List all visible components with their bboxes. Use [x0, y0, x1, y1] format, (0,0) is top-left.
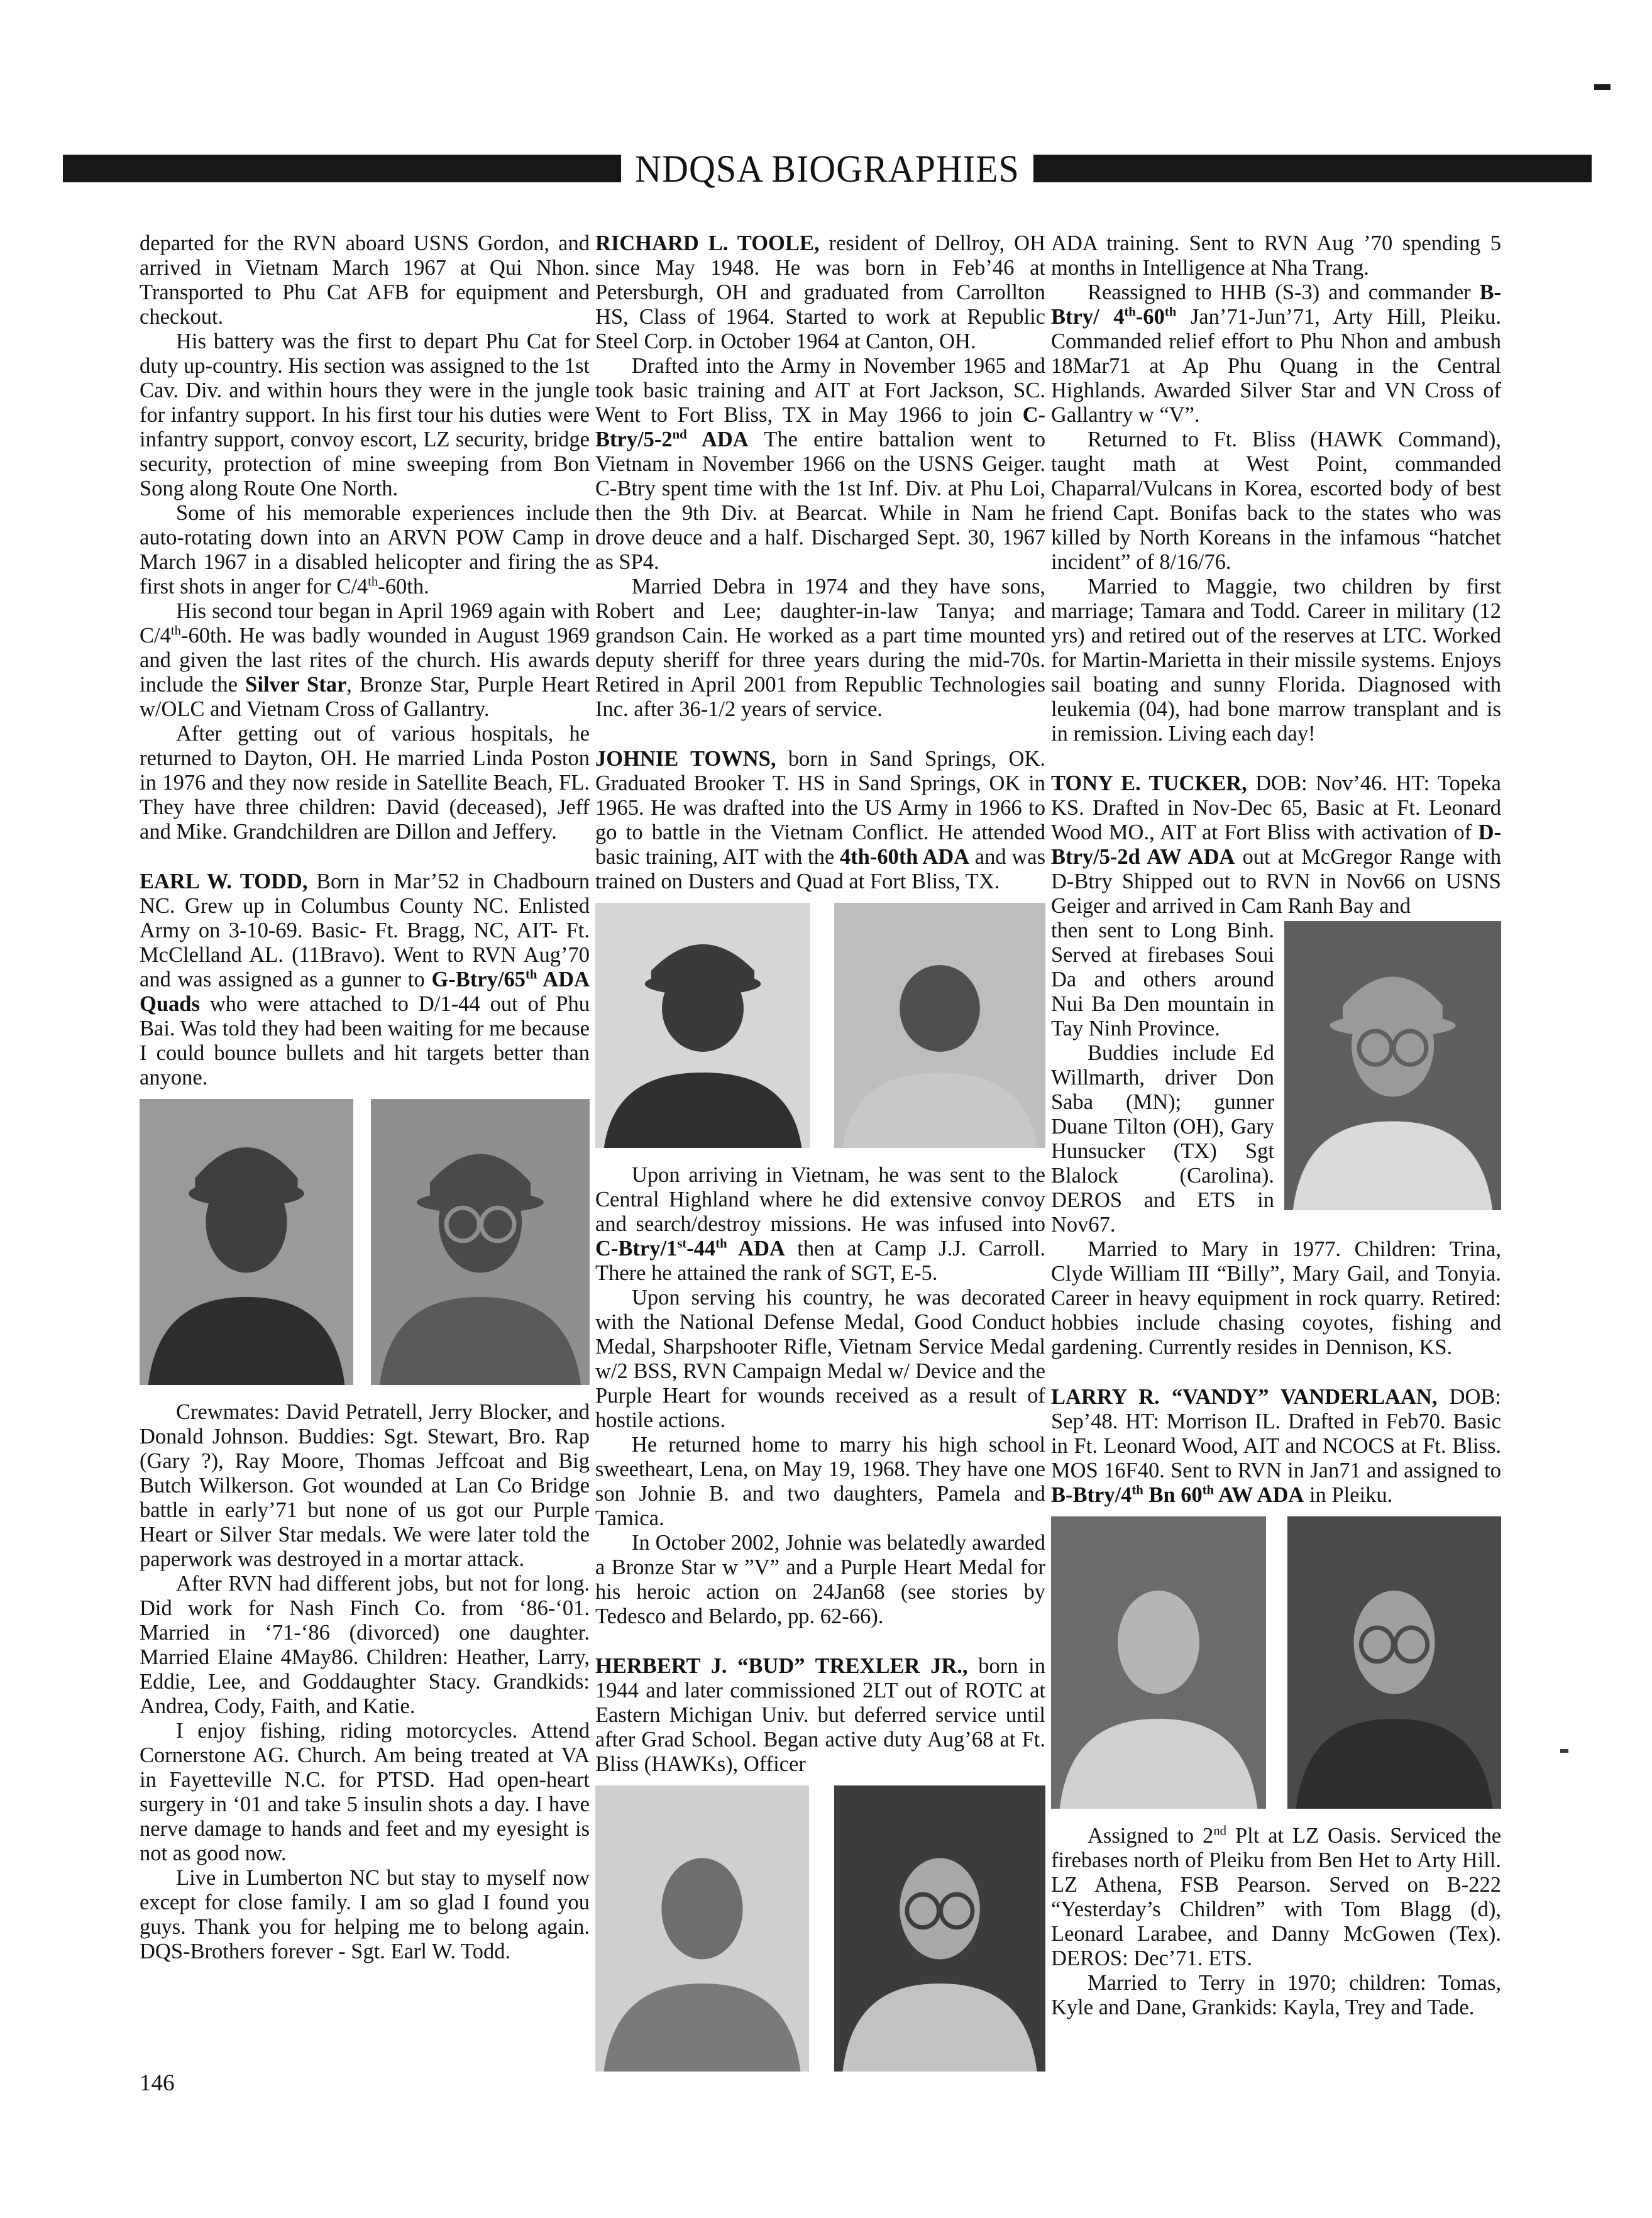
text-segment: The entire battalion went to Vietnam in November 1966 on the USNS Geiger. C-Btry spent time with the 1st Inf. Div. at Phu Loi, then the 9th Div. at Bearcat. While in Nam he drove deuce and a half. Discharged Sept. 30, 1967 as SP4. [595, 428, 1045, 574]
text-segment: Reassigned to HHB (S-3) and commander [1088, 280, 1480, 304]
bio-paragraph [595, 1531, 1045, 1629]
scan-artifact-dash [1594, 84, 1611, 90]
bio-paragraph [1051, 1971, 1501, 2020]
text-segment: Married Debra in 1974 and they have sons, Robert and Lee; daughter-in-law Tanya; and grandson Cain. He worked as a part time mounted deputy sheriff for three years during the mid-70s. Retired in April 2001 from Republic Technologies Inc. after 36-1/2 years of service. [595, 575, 1045, 721]
text-segment: out at McGregor Range with D-Btry Shipped out to RVN in Nov66 on USNS Geiger and arrived in Cam Ranh Bay and [1051, 845, 1501, 918]
photo-herbert-trexler-recent [834, 1785, 1045, 2072]
portrait-photo-art [834, 1785, 1045, 2072]
text-segment: His second tour began in April 1969 again with C/4 [140, 599, 590, 648]
photo-earl-todd-recent [371, 1099, 590, 1385]
photo-row [140, 1099, 590, 1385]
bio-entry-tony-tucker [1051, 771, 1501, 919]
portrait-photo-art [595, 903, 810, 1148]
text-segment: Jan’71-Jun’71, Arty Hill, Pleiku. Commanded relief effort to Phu Nhon and ambush 18Mar71 at Ap Phu Quang in the Central Highlands. Awarded Silver Star and VN Cross of Gallantry w “V”. [1051, 305, 1501, 427]
bio-paragraph [140, 329, 590, 501]
text-segment: ADA [727, 1237, 785, 1261]
text-segment: I enjoy fishing, riding motorcycles. Attend Cornerstone AG. Church. Am being treated at VA in Fayetteville N.C. for PTSD. Had open-heart surgery in ‘01 and take 5 insulin shots a day. I have nerve damage to hands and feet and my eyesight is not as good now. [140, 1719, 590, 1865]
text-segment: Returned to Ft. Bliss (HAWK Command), taught math at West Point, commanded Chaparral/Vulcans in Korea, escorted body of best friend Capt. Bonifas back to the states who was killed by North Koreans in the infamous “hatchet incident” of 8/16/76. [1051, 428, 1501, 574]
bio-paragraph [140, 1719, 590, 1866]
portrait-photo-art [1051, 1516, 1266, 1809]
bio-entry-herbert-trexler [595, 1654, 1045, 1777]
bio-paragraph [140, 1400, 590, 1572]
text-segment: After getting out of various hospitals, he returned to Dayton, OH. He married Linda Poston in 1976 and they now reside in Satellite Beach, FL. They have three children: David (deceased), Jeff and Mike. Grandchildren are Dillon and Jeffery. [140, 722, 590, 844]
photo-johnie-towns-service [595, 903, 810, 1148]
photo-johnie-towns-recent [834, 903, 1045, 1148]
photo-row [1051, 1516, 1501, 1809]
text-segment: ADA training. Sent to RVN Aug ’70 spending 5 months in Intelligence at Nha Trang. [1051, 231, 1501, 280]
text-segment: resident of Dellroy, OH since May 1948. He was born in Feb’46 at Petersburgh, OH and graduated from Carrollton HS, Class of 1964. Started to work at Republic Steel Corp. in October 1964 at Canton, OH. [595, 231, 1045, 353]
paragraph-spacer [1051, 746, 1501, 771]
photo-row [595, 903, 1045, 1148]
text-segment: , Bronze Star, Purple Heart w/OLC and Vietnam Cross of Gallantry. [140, 673, 590, 721]
text-segment: In October 2002, Johnie was belatedly awarded a Bronze Star w ”V” and a Purple Heart Medal for his heroic action on 24Jan68 (see stories by Tedesco and Belardo, pp. 62-66). [595, 1531, 1045, 1628]
header-bar-left [63, 155, 621, 182]
text-segment: He returned home to marry his high school sweetheart, Lena, on May 19, 1968. They have one son Johnie B. and two daughters, Pamela and Tamica. [595, 1433, 1045, 1530]
bio-paragraph [140, 1572, 590, 1719]
portrait-photo-art [1284, 921, 1501, 1210]
text-column-2 [595, 231, 1045, 2087]
portrait-photo-art [1287, 1516, 1501, 1809]
text-segment: Upon serving his country, he was decorated with the National Defense Medal, Good Conduct Medal, Sharpshooter Rifle, Vietnam Service Medal w/2 BSS, RVN Campaign Medal w/ Device and the Purple Heart for wounds received as a result of hostile actions. [595, 1286, 1045, 1432]
text-segment: th [1164, 305, 1177, 319]
page-title: NDQSA BIOGRAPHIES [635, 146, 1020, 190]
bio-paragraph [595, 354, 1045, 575]
paragraph-spacer [595, 722, 1045, 747]
bio-entry-earl-todd [140, 869, 590, 1090]
bio-entry-larry-vanderlaan [1051, 1385, 1501, 1508]
photo-earl-todd-service [140, 1099, 353, 1385]
text-segment: Buddies include Ed Willmarth, driver Don Saba (MN); gunner Duane Tilton (OH), Gary Hunsucker (TX) Sgt Blalock (Carolina). DEROS and ETS in Nov67. [1051, 1041, 1274, 1237]
text-segment: HERBERT J. “BUD” TREXLER JR., [595, 1654, 968, 1678]
portrait-photo-art [371, 1099, 590, 1385]
bio-paragraph [595, 1286, 1045, 1433]
text-segment: Silver Star [245, 673, 347, 697]
paragraph-spacer [140, 844, 590, 869]
paragraph-spacer [1051, 1360, 1501, 1385]
text-segment: Drafted into the Army in November 1965 and took basic training and AIT at Fort Jackson, SC. Went to Fort Bliss, TX in May 1966 to join [595, 354, 1045, 427]
text-segment: LARRY R. “VANDY” VANDERLAAN, [1051, 1385, 1438, 1409]
text-segment: G-Btry/65 [431, 968, 526, 991]
text-segment: -44 [686, 1237, 716, 1261]
text-segment: Married to Terry in 1970; children: Tomas, Kyle and Dane, Grankids: Kayla, Trey and Tade. [1051, 1971, 1501, 2019]
text-segment: EARL W. TODD, [140, 869, 308, 893]
text-segment: Live in Lumberton NC but stay to myself now except for close family. I am so glad I found you guys. Thank you for helping me to belong again. DQS-Brothers forever - Sgt. Earl W. Todd. [140, 1866, 590, 1963]
text-segment: Crewmates: David Petratell, Jerry Blocker, and Donald Johnson. Buddies: Sgt. Stewart, Bro. Rap (Gary ?), Ray Moore, Thomas Jeffcoat and Big Butch Wilkerson. Got wounded at Lan Co Bridge battle in early’71 but none of us got our Purple Heart or Silver Star medals. We were later told the paperwork was destroyed in a mortar attack. [140, 1400, 590, 1571]
bio-paragraph [1051, 1824, 1501, 1971]
text-segment: Assigned to 2 [1088, 1824, 1214, 1848]
text-segment: Upon arriving in Vietnam, he was sent to the Central Highland where he did extensive convoy and search/destroy missions. He was infused into [595, 1163, 1045, 1236]
bio-paragraph [1051, 231, 1501, 280]
text-segment: RICHARD L. TOOLE, [595, 231, 820, 255]
text-segment: B-Btry/4 [1051, 1483, 1132, 1507]
text-segment: B-Btry/ 4 [1051, 280, 1501, 329]
text-segment: departed for the RVN aboard USNS Gordon, and arrived in Vietnam March 1967 at Qui Nhon. Transported to Phu Cat AFB for equipment and checkout. [140, 231, 590, 329]
photo-row [595, 1785, 1045, 2072]
photo-larry-vanderlaan-young [1051, 1516, 1266, 1809]
text-segment: Born in Mar’52 in Chadbourn NC. Grew up in Columbus County NC. Enlisted Army on 3-10-69. Basic- Ft. Bragg, NC, AIT- Ft. McClelland AL. (11Bravo). Went to RVN Aug’70 and was assigned as a gunner to [140, 869, 590, 991]
text-segment: th [170, 624, 181, 638]
bio-entry-richard-toole [595, 231, 1045, 354]
text-segment: AW ADA [1214, 1483, 1304, 1507]
text-segment: th [1124, 305, 1136, 319]
text-segment: th [1132, 1483, 1143, 1498]
text-segment: nd [672, 428, 687, 442]
text-segment: ADA Quads [140, 968, 590, 1016]
bio-paragraph [595, 1433, 1045, 1531]
bio-entry-johnie-towns [595, 747, 1045, 894]
text-segment: His battery was the first to depart Phu Cat for duty up-country. His section was assigned to the 1st Cav. Div. and within hours they were in the jungle for infantry support. In his first tour his duties were infantry support, convoy escort, LZ security, bridge security, protection of mine sweeping from Bon Song along Route One North. [140, 329, 590, 500]
text-segment: born in Sand Springs, OK. Graduated Brooker T. HS in Sand Springs, OK in 1965. He was drafted into the US Army in 1966 to go to battle in the Vietnam Conflict. He attended basic training, AIT with the [595, 747, 1045, 869]
text-segment: D-Btry/5-2d AW ADA [1051, 820, 1501, 869]
paragraph-spacer [595, 1629, 1045, 1654]
page-number: 146 [140, 2070, 175, 2096]
photo-herbert-trexler-young [595, 1785, 809, 2072]
photo-larry-vanderlaan-recent [1287, 1516, 1501, 1809]
bio-paragraph [595, 1163, 1045, 1286]
bio-paragraph [140, 231, 590, 329]
text-segment: C-Btry/1 [595, 1237, 678, 1261]
portrait-photo-art [834, 903, 1045, 1148]
portrait-photo-art [595, 1785, 809, 2072]
bio-paragraph [1051, 575, 1501, 746]
scan-artifact-dot [1560, 1749, 1568, 1753]
text-segment: Married to Mary in 1977. Children: Trina, Clyde William III “Billy”, Mary Gail, and Tonyia. Career in heavy equipment in rock quarry. Retired: hobbies include chasing coyotes, fishing and gardening. Currently resides in Dennison, KS. [1051, 1237, 1501, 1359]
text-column-1 [140, 231, 590, 2087]
text-segment: C-Btry/5-2 [595, 403, 1045, 451]
text-segment: Married to Maggie, two children by first marriage; Tamara and Todd. Career in military (12 yrs) and retired out of the reserves at LTC. Worked for Martin-Marietta in their missile systems. Enjoys sail boating and sunny Florida. Diagnosed with leukemia (04), had bone marrow transplant and is in remission. Living each day! [1051, 575, 1501, 746]
text-segment: th [715, 1237, 727, 1251]
text-segment: then sent to Long Binh. Served at firebases Soui Da and others around Nui Ba Den mountain in Tay Ninh Province. [1051, 919, 1274, 1040]
text-segment: who were attached to D/1-44 out of Phu Bai. Was told they had been waiting for me because I could bounce bullets and hit targets better than anyone. [140, 992, 590, 1090]
text-segment: -60th. [378, 575, 429, 599]
text-segment: -60 [1135, 305, 1165, 329]
bio-paragraph [140, 722, 590, 844]
text-segment: born in 1944 and later commissioned 2LT out of ROTC at Eastern Michigan Univ. but deferred service until after Grad School. Began active duty Aug’68 at Ft. Bliss (HAWKs), Officer [595, 1654, 1046, 1776]
text-segment: th [368, 575, 378, 589]
text-segment: Plt at LZ Oasis. Serviced the firebases north of Pleiku from Ben Het to Arty Hill. LZ Athena, FSB Pearson. Served on B-222 “Yesterday’s Children” with Tom Blagg (d), Leonard Larabee, and Danny McGowen (Tex). DEROS: Dec’71. ETS. [1051, 1824, 1502, 1970]
text-segment: Some of his memorable experiences include auto-rotating down into an ARVN POW Camp in March 1967 in a disabled helicopter and firing the first shots in anger for C/4 [140, 501, 590, 599]
text-segment: After RVN had different jobs, but not for long. Did work for Nash Finch Co. from ‘86-‘01. Married in ‘71-‘86 (divorced) one daughter. Married Elaine 4May86. Children: Heather, Larry, Eddie, Lee, and Goddaughter Stacy. Grandkids: Andrea, Cody, Faith, and Katie. [140, 1572, 590, 1718]
bio-paragraph [140, 501, 590, 599]
photo-tony-tucker-recent [1284, 921, 1501, 1210]
text-segment: -60th. He was badly wounded in August 1969 and given the last rites of the church. His awards include the [140, 624, 590, 697]
text-segment: JOHNIE TOWNS, [595, 747, 776, 771]
text-segment: DOB: Nov’46. HT: Topeka KS. Drafted in Nov-Dec 65, Basic at Ft. Leonard Wood MO., AIT at Fort Bliss with activation of [1051, 771, 1501, 844]
biography-columns [140, 231, 1501, 2087]
bio-paragraph [1051, 280, 1501, 428]
text-segment: DOB: Sep’48. HT: Morrison IL. Drafted in Feb70. Basic in Ft. Leonard Wood, AIT and NCOCS at Ft. Bliss. MOS 16F40. Sent to RVN in Jan71 and assigned to [1051, 1385, 1501, 1482]
bio-paragraph [140, 599, 590, 722]
portrait-photo-art [140, 1099, 353, 1385]
bio-paragraph [1051, 428, 1501, 575]
text-segment: st [677, 1237, 687, 1251]
text-segment: TONY E. TUCKER, [1051, 771, 1247, 795]
text-segment: and was trained on Dusters and Quad at Fort Bliss, TX. [595, 845, 1046, 893]
text-column-3 [1051, 231, 1501, 2087]
text-segment: in Pleiku. [1304, 1483, 1393, 1507]
text-segment: nd [1213, 1824, 1227, 1838]
text-segment: th [525, 968, 537, 982]
text-segment: 4th-60th ADA [839, 845, 970, 869]
bio-paragraph [140, 1866, 590, 1964]
text-segment: then at Camp J.J. Carroll. There he attained the rank of SGT, E-5. [595, 1237, 1046, 1285]
bio-paragraph [1051, 1237, 1501, 1360]
page-header [63, 146, 1592, 190]
text-segment: Bn 60 [1143, 1483, 1203, 1507]
text-segment: ADA [686, 428, 749, 451]
bio-paragraph [595, 575, 1045, 722]
header-bar-right [1033, 155, 1592, 182]
text-segment: th [1202, 1483, 1214, 1498]
